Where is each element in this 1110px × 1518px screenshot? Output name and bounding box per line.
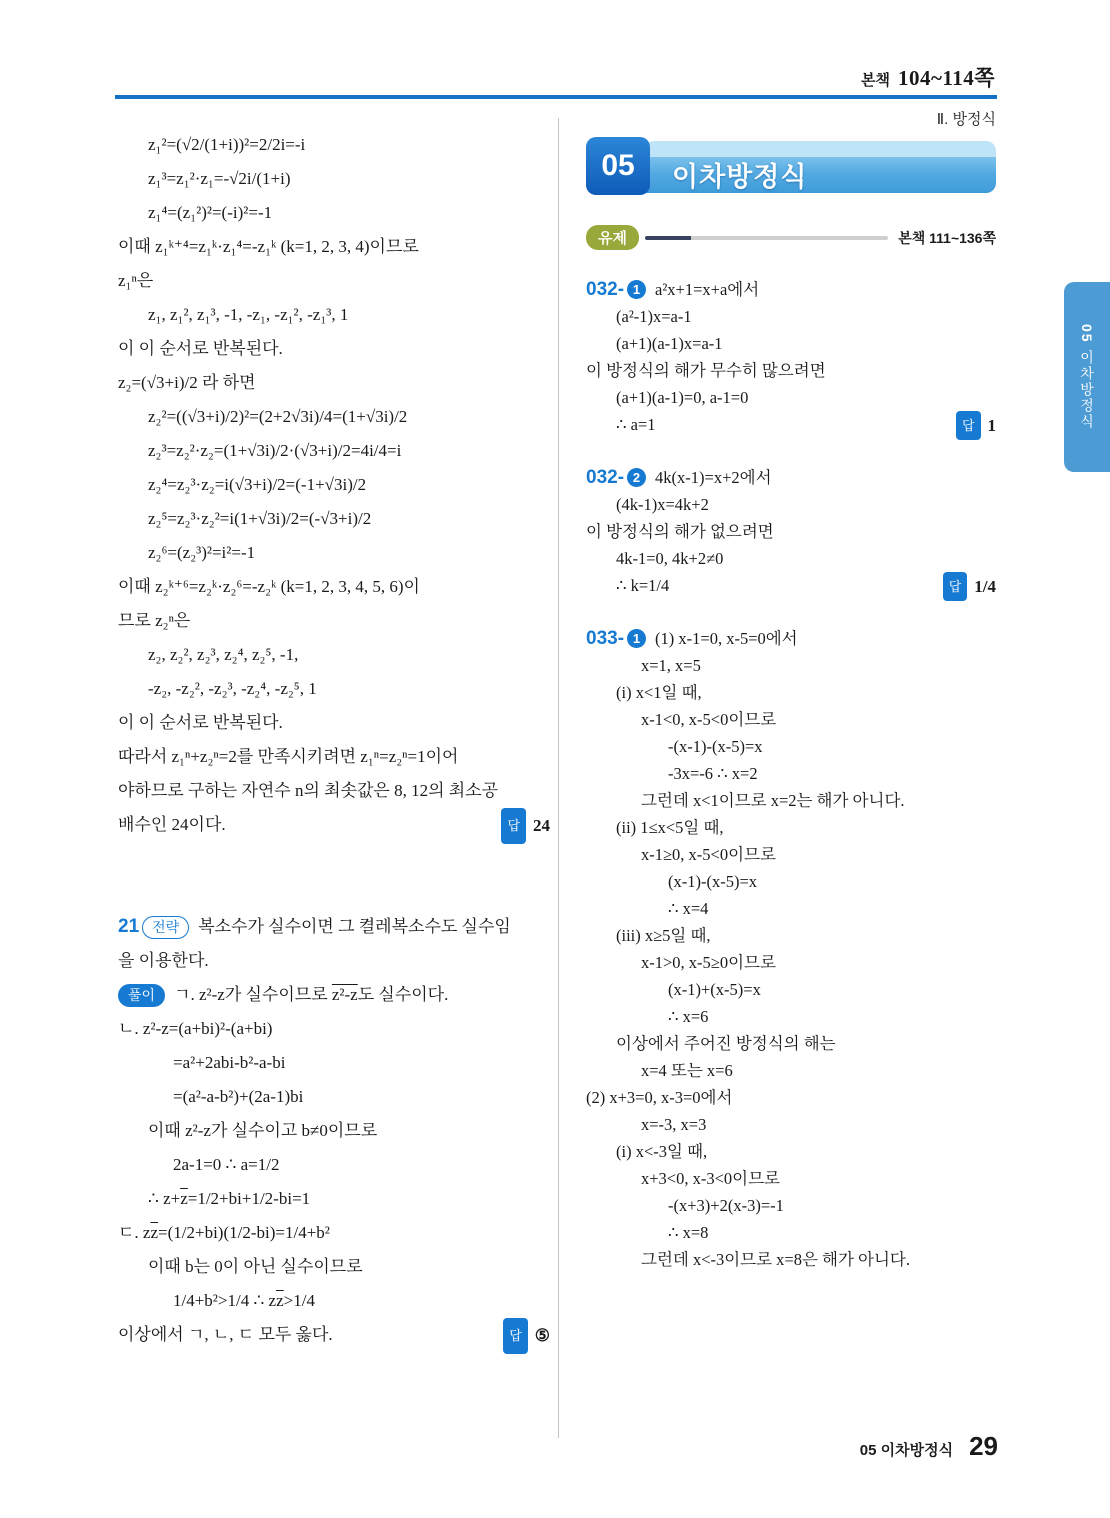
line-text: 야하므로 구하는 자연수 n의 최솟값은 8, 12의 최소공 — [118, 781, 499, 800]
answer-badge: 답 — [956, 411, 981, 440]
math-line — [118, 502, 550, 536]
line-text: x-1≥0, x-5<0이므로 — [641, 845, 776, 864]
math-line — [118, 1012, 550, 1046]
math-line — [586, 1084, 996, 1111]
math-line — [118, 1284, 550, 1318]
math-line — [118, 264, 550, 298]
problem-number: 21 — [118, 916, 140, 937]
math-line — [118, 162, 550, 196]
math-line — [118, 1318, 550, 1354]
subsection-page-range: 본책 111~136쪽 — [898, 229, 996, 246]
line-text: ㄱ. z²-z가 실수이므로 z²-z도 실수이다. — [174, 985, 449, 1004]
math-line — [586, 411, 996, 440]
math-line — [118, 1216, 550, 1250]
math-line — [586, 895, 996, 922]
math-line — [586, 1219, 996, 1246]
math-line — [586, 814, 996, 841]
line-text: (iii) x≥5일 때, — [616, 926, 711, 945]
math-line — [118, 434, 550, 468]
line-text: 이상에서 ㄱ, ㄴ, ㄷ 모두 옳다. — [118, 1325, 333, 1344]
math-line — [118, 604, 550, 638]
line-text: 을 이용한다. — [118, 951, 209, 970]
math-line — [586, 652, 996, 679]
math-line — [586, 1111, 996, 1138]
math-line — [586, 922, 996, 949]
math-line — [586, 545, 996, 572]
math-line — [118, 1182, 550, 1216]
math-line — [586, 491, 996, 518]
line-text: 이 방정식의 해가 없으려면 — [586, 522, 774, 541]
problem-033-1-block — [586, 625, 996, 1273]
solution-continued-block — [118, 128, 550, 844]
line-text: 2a-1=0 ∴ a=1/2 — [173, 1155, 280, 1174]
line-text: 복소수가 실수이면 그 켤레복소수도 실수임 — [198, 917, 511, 936]
line-text: (i) x<1일 때, — [616, 683, 702, 702]
line-text: z₁²=(√2/(1+i))²=2/2i=-i — [148, 135, 306, 154]
math-line — [586, 330, 996, 357]
line-text: (4k-1)x=4k+2 — [616, 495, 709, 514]
problem-heading-line — [118, 910, 550, 944]
line-text: 이때 z₂ᵏ⁺⁶=z₂ᵏ·z₂⁶=-z₂ᵏ (k=1, 2, 3, 4, 5, 6)이 — [118, 577, 420, 596]
line-text: x=4 또는 x=6 — [641, 1061, 733, 1080]
header-book-label: 본책 — [860, 73, 890, 89]
math-line — [118, 1250, 550, 1284]
math-line — [586, 1165, 996, 1192]
math-line — [118, 1148, 550, 1182]
line-text: ∴ k=1/4 — [616, 576, 670, 595]
line-text: (ii) 1≤x<5일 때, — [616, 818, 724, 837]
math-line — [586, 1030, 996, 1057]
line-text: 그런데 x<-3이므로 x=8은 해가 아니다. — [641, 1250, 910, 1269]
line-text: (1) x-1=0, x-5=0에서 — [655, 629, 798, 648]
answer-value: 1 — [987, 416, 996, 435]
math-line — [586, 976, 996, 1003]
line-text: -(x+3)+2(x-3)=-1 — [668, 1196, 784, 1215]
problem-032-2-block — [586, 464, 996, 601]
answer-value: ⑤ — [534, 1326, 550, 1345]
problem-number: 032- — [586, 467, 625, 488]
line-text: ∴ x=4 — [668, 899, 709, 918]
line-text: ㄴ. z²-z=(a+bi)²-(a+bi) — [118, 1019, 273, 1038]
answer-badge: 답 — [503, 1318, 528, 1354]
line-text: z₁ⁿ은 — [118, 271, 154, 290]
problem-subnumber-badge: 2 — [627, 468, 646, 487]
line-text: a²x+1=x+a에서 — [655, 280, 760, 299]
line-text: z₁, z₁², z₁³, -1, -z₁, -z₁², -z₁³, 1 — [148, 305, 349, 324]
answer-badge: 답 — [943, 572, 968, 601]
line-text: (a+1)(a-1)=0, a-1=0 — [616, 388, 749, 407]
math-line — [586, 1003, 996, 1030]
math-line — [118, 468, 550, 502]
math-line — [118, 638, 550, 672]
line-text: x=-3, x=3 — [641, 1115, 707, 1134]
line-text: 따라서 z₁ⁿ+z₂ⁿ=2를 만족시키려면 z₁ⁿ=z₂ⁿ=1이어 — [118, 747, 459, 766]
math-line — [118, 774, 550, 808]
math-line — [586, 303, 996, 330]
line-text: 이 이 순서로 반복된다. — [118, 713, 283, 732]
line-text: =a²+2abi-b²-a-bi — [173, 1053, 286, 1072]
strategy-badge: 전략 — [142, 916, 189, 939]
line-text: (2) x+3=0, x-3=0에서 — [586, 1088, 733, 1107]
line-text: ㄷ. $z\overline{z}=(1/2+bi)(1/2-bi)=1/4+b^2$ — [118, 1223, 330, 1242]
math-line — [586, 1138, 996, 1165]
problem-number: 032- — [586, 279, 625, 300]
line-text: -z₂, -z₂², -z₂³, -z₂⁴, -z₂⁵, 1 — [148, 679, 317, 698]
math-line — [118, 570, 550, 604]
math-line — [118, 196, 550, 230]
line-text: 이 방정식의 해가 무수히 많으려면 — [586, 361, 826, 380]
math-line — [118, 1114, 550, 1148]
line-text: z₂, z₂², z₂³, z₂⁴, z₂⁵, -1, — [148, 645, 299, 664]
problem-heading-line — [586, 276, 996, 303]
line-text: (x-1)-(x-5)=x — [668, 872, 758, 891]
line-text: 배수인 24이다. — [118, 815, 226, 834]
problem-number: 033- — [586, 628, 625, 649]
line-text: z₂³=z₂²·z₂=(1+√3i)/2·(√3+i)/2=4i/4=i — [148, 441, 402, 460]
line-text: ∴ x=6 — [668, 1007, 709, 1026]
math-line — [118, 230, 550, 264]
solution-badge: 풀이 — [118, 984, 165, 1007]
subsection-row — [586, 225, 996, 250]
line-text: ∴ $z+\overline{z}=1/2+bi+1/2-bi=1$ — [148, 1189, 311, 1208]
line-text: 1/4+b²>1/4 ∴ $z\overline{z}>1/4$ — [173, 1291, 315, 1310]
line-text: 이때 b는 0이 아닌 실수이므로 — [148, 1257, 363, 1276]
problem-heading-line — [586, 625, 996, 652]
line-text: 4k-1=0, 4k+2≠0 — [616, 549, 724, 568]
chapter-title: 이차방정식 — [672, 162, 808, 192]
line-text: z₁³=z₁²·z₁=-√2i/(1+i) — [148, 169, 291, 188]
math-line — [118, 706, 550, 740]
math-line — [586, 787, 996, 814]
chapter-header — [586, 137, 996, 197]
math-line — [118, 978, 550, 1012]
math-line — [586, 357, 996, 384]
problem-032-1-block — [586, 276, 996, 440]
line-text: 이때 z²-z가 실수이고 b≠0이므로 — [148, 1121, 378, 1140]
math-line — [118, 944, 550, 978]
line-text: 그런데 x<1이므로 x=2는 해가 아니다. — [641, 791, 905, 810]
page-header — [861, 62, 995, 92]
answer-value: 24 — [533, 816, 550, 835]
math-line — [586, 760, 996, 787]
chapter-side-tab — [1064, 282, 1110, 472]
line-text: z₂⁴=z₂³·z₂=i(√3+i)/2=(-1+√3i)/2 — [148, 475, 367, 494]
math-line — [118, 298, 550, 332]
math-line — [118, 128, 550, 162]
math-line — [118, 366, 550, 400]
math-line — [118, 332, 550, 366]
top-rule — [115, 95, 997, 99]
line-text: -3x=-6 ∴ x=2 — [668, 764, 758, 783]
problem-subnumber-badge: 1 — [627, 629, 646, 648]
line-text: (a+1)(a-1)x=a-1 — [616, 334, 723, 353]
left-column — [118, 128, 550, 1354]
answer — [929, 572, 996, 601]
header-page-range: 104~114쪽 — [897, 66, 995, 90]
line-text: z₂⁶=(z₂³)²=i²=-1 — [148, 543, 256, 562]
math-line — [586, 572, 996, 601]
math-line — [118, 672, 550, 706]
page-footer — [860, 1431, 998, 1462]
answer — [487, 808, 550, 844]
answer — [489, 1318, 550, 1354]
footer-chapter: 05 이차방정식 — [859, 1442, 954, 1459]
problem-heading-line — [586, 464, 996, 491]
line-text: z₁⁴=(z₁²)²=(-i)²=-1 — [148, 203, 273, 222]
answer-value: 1/4 — [974, 577, 996, 596]
line-text: x-1<0, x-5<0이므로 — [641, 710, 777, 729]
problem-subnumber-badge: 1 — [627, 280, 646, 299]
math-line — [118, 536, 550, 570]
line-text: x+3<0, x-3<0이므로 — [641, 1169, 780, 1188]
answer — [942, 411, 996, 440]
subsection-rule — [645, 236, 888, 240]
line-text: =(a²-a-b²)+(2a-1)bi — [173, 1087, 304, 1106]
math-line — [586, 679, 996, 706]
math-line — [118, 808, 550, 844]
math-line — [118, 400, 550, 434]
footer-page-number: 29 — [969, 1431, 998, 1461]
math-line — [586, 1246, 996, 1273]
math-line — [586, 733, 996, 760]
side-tab-title: 이차방정식 — [1079, 349, 1095, 430]
line-text: 이때 z₁ᵏ⁺⁴=z₁ᵏ·z₁⁴=-z₁ᵏ (k=1, 2, 3, 4)이므로 — [118, 237, 419, 256]
right-column — [586, 108, 996, 1273]
math-line — [118, 1080, 550, 1114]
math-line — [586, 1192, 996, 1219]
math-line — [118, 740, 550, 774]
line-text: z₂⁵=z₂³·z₂²=i(1+√3i)/2=(-√3+i)/2 — [148, 509, 372, 528]
line-text: 이상에서 주어진 방정식의 해는 — [616, 1034, 836, 1053]
column-divider — [558, 118, 559, 1438]
side-tab-number: 05 — [1079, 324, 1095, 344]
line-text: 4k(x-1)=x+2에서 — [655, 468, 772, 487]
math-line — [586, 706, 996, 733]
math-line — [586, 518, 996, 545]
line-text: (i) x<-3일 때, — [616, 1142, 708, 1161]
line-text: -(x-1)-(x-5)=x — [668, 737, 763, 756]
line-text: z₂²=((√3+i)/2)²=(2+2√3i)/4=(1+√3i)/2 — [148, 407, 408, 426]
answer-badge: 답 — [501, 808, 526, 844]
math-line — [586, 384, 996, 411]
line-text: x-1>0, x-5≥0이므로 — [641, 953, 776, 972]
line-text: ∴ a=1 — [616, 415, 656, 434]
line-text: z₂=(√3+i)/2 라 하면 — [118, 373, 256, 392]
chapter-number: 05 — [586, 137, 650, 195]
math-line — [586, 868, 996, 895]
section-label: Ⅱ. 방정식 — [936, 111, 996, 128]
math-line — [118, 1046, 550, 1080]
line-text: (a²-1)x=a-1 — [616, 307, 692, 326]
line-text: (x-1)+(x-5)=x — [668, 980, 761, 999]
line-text: ∴ x=8 — [668, 1223, 709, 1242]
problem-21-block — [118, 910, 550, 1354]
line-text: 므로 z₂ⁿ은 — [118, 611, 191, 630]
line-text: 이 이 순서로 반복된다. — [118, 339, 283, 358]
line-text: x=1, x=5 — [641, 656, 701, 675]
math-line — [586, 841, 996, 868]
subsection-badge: 유제 — [586, 225, 639, 250]
math-line — [586, 1057, 996, 1084]
math-line — [586, 949, 996, 976]
